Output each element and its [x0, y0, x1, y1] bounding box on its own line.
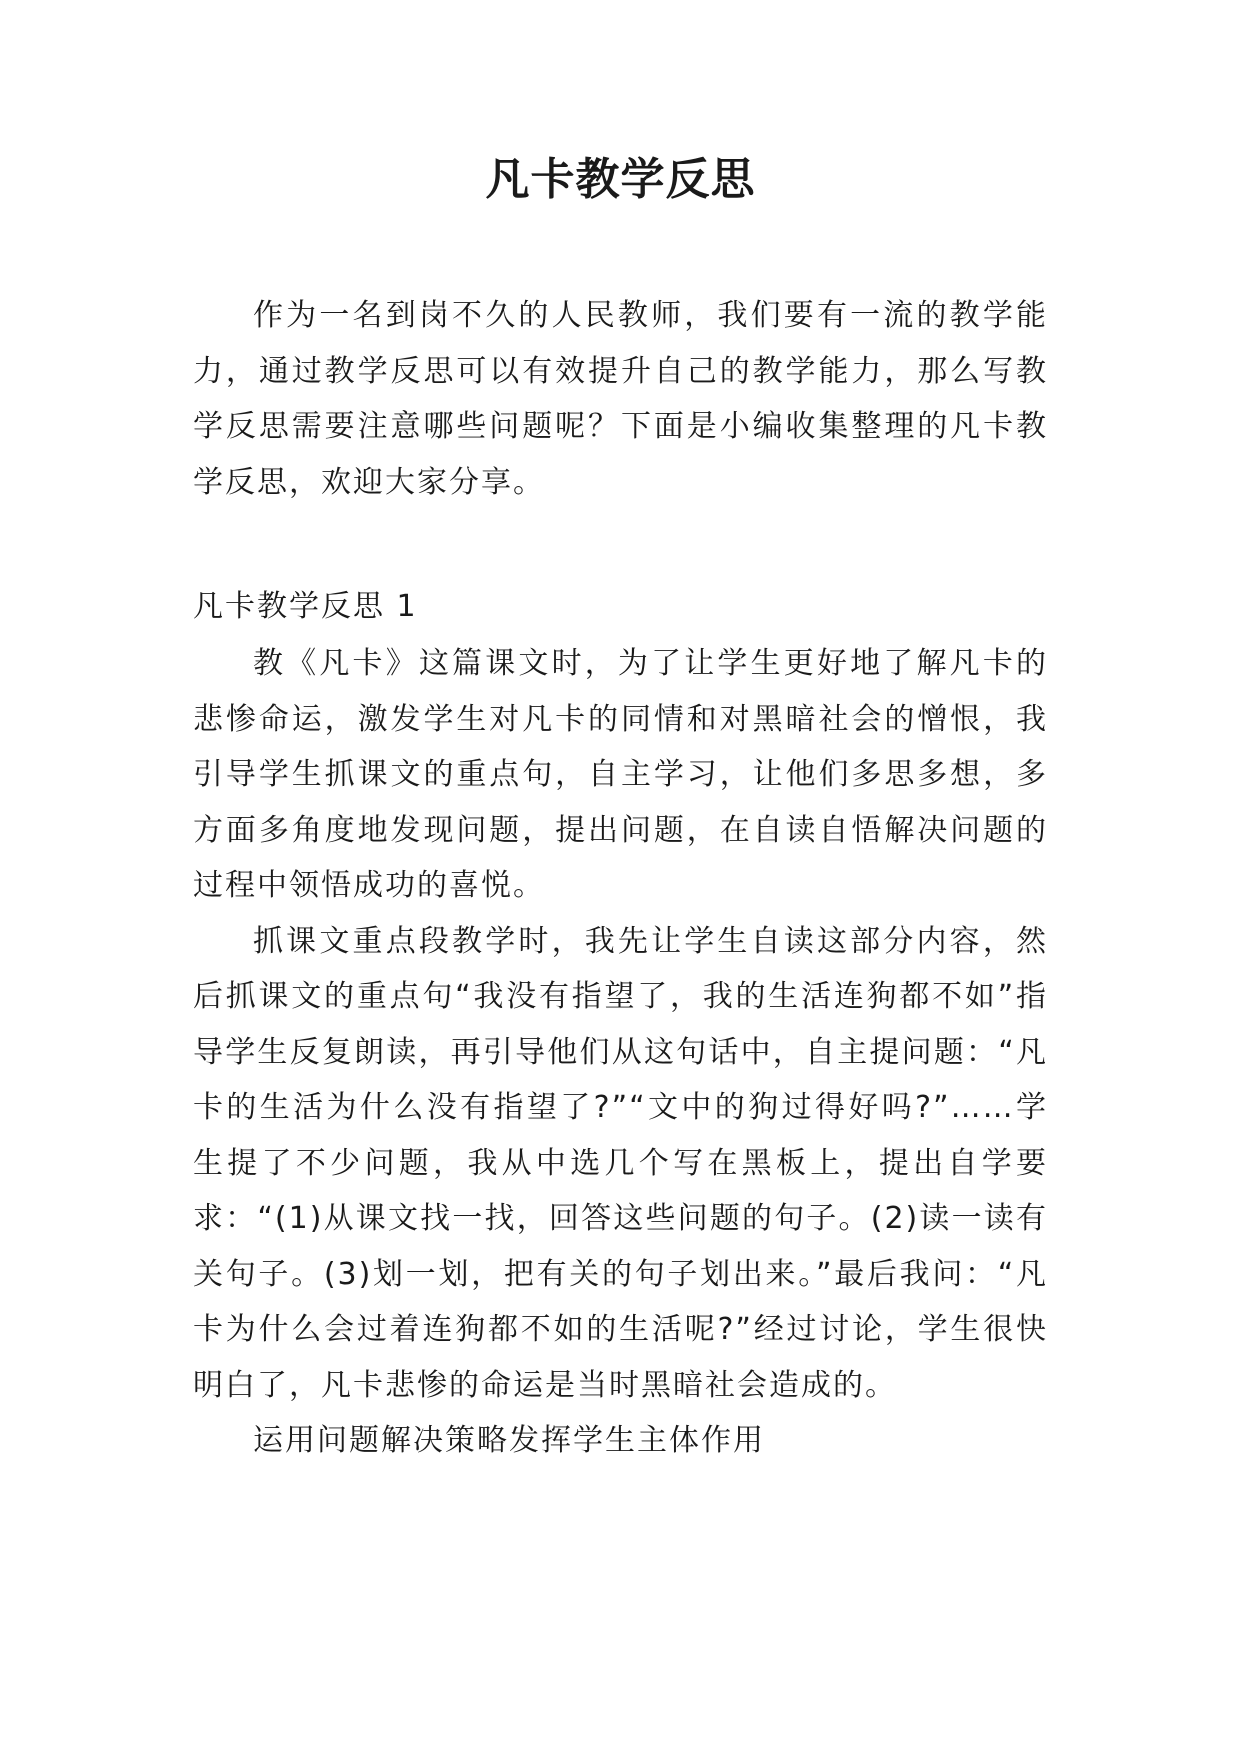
intro-paragraph: 作为一名到岗不久的人民教师，我们要有一流的教学能力，通过教学反思可以有效提升自己的教学能力，那么写教学反思需要注意哪些问题呢？下面是小编收集整理的凡卡教学反思，欢迎大家分享。 — [193, 298, 1048, 500]
body-paragraph-1: 教《凡卡》这篇课文时，为了让学生更好地了解凡卡的悲惨命运，激发学生对凡卡的同情和对黑暗社会的憎恨，我引导学生抓课文的重点句，自主学习，让他们多思多想，多方面多角度地发现问题，提出问题，在自读自悟解决问题的过程中领悟成功的喜悦。 — [193, 646, 1048, 903]
intro-block — [193, 288, 1048, 510]
body-paragraph-3: 运用问题解决策略发挥学生主体作用 — [253, 1423, 765, 1458]
section-body — [193, 636, 1048, 1469]
section-heading: 凡卡教学反思 1 — [193, 589, 418, 624]
body-paragraph-2: 抓课文重点段教学时，我先让学生自读这部分内容，然后抓课文的重点句“我没有指望了，我的生活连狗都不如”指导学生反复朗读，再引导他们从这句话中，自主提问题：“凡卡的生活为什么没有指望了?”“文中的狗过得好吗?”……学生提了不少问题，我从中选几个写在黑板上，提出自学要求：“(1)从课文找一找，回答这些问题的句子。(2)读一读有关句子。(3)划一划，把有关的句子划出来。”最后我问：“凡卡为什么会过着连狗都不如的生活呢?”经过讨论，学生很快明白了，凡卡悲惨的命运是当时黑暗社会造成的。 — [193, 923, 1048, 1403]
document-title: 凡卡教学反思 — [485, 154, 756, 205]
